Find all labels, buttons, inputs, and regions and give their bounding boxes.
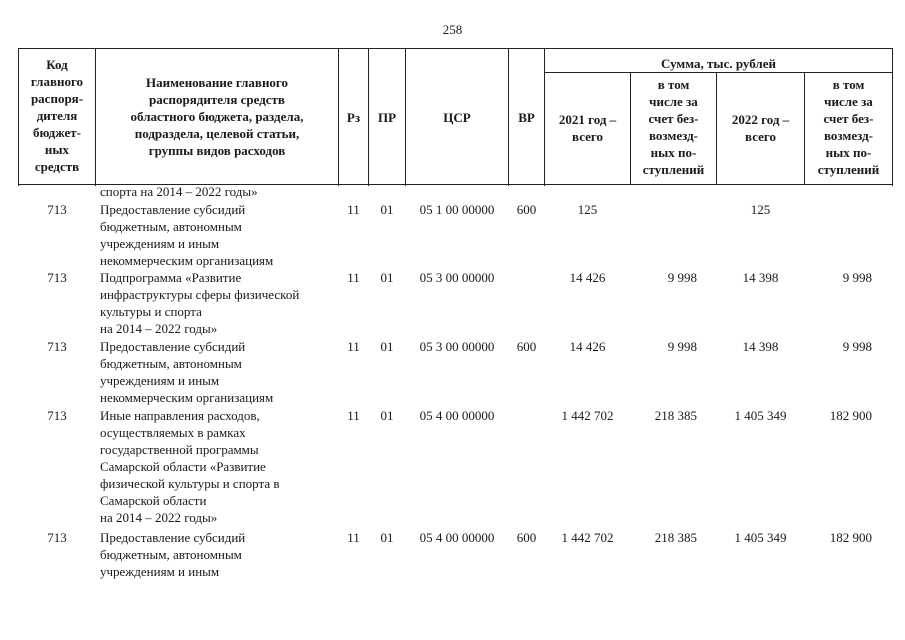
row-2022-total: 1 405 349 (734, 408, 787, 423)
row-rz: 11 (347, 202, 360, 217)
row-vr: 600 (516, 530, 537, 545)
row-csr: 05 4 00 00000 (419, 408, 495, 423)
row-code: 713 (47, 408, 67, 423)
header-2021-total: 2021 год – всего (558, 112, 617, 144)
sum-group-border (544, 72, 892, 73)
header-code: Код главного распоря- дителя бюджет- ных средств (30, 57, 84, 174)
row-2021-total: 14 426 (569, 270, 606, 285)
header-2022-grants: в том числе за счет без- возмезд- ных по- ступлений (817, 77, 880, 177)
header-pr: ПР (377, 110, 397, 125)
row-pr: 01 (380, 530, 394, 545)
row-csr: 05 3 00 00000 (419, 270, 495, 285)
row-code: 713 (47, 270, 67, 285)
row-code: 713 (47, 530, 67, 545)
col-border (892, 48, 893, 186)
row-2022-grants: 182 900 (829, 408, 872, 423)
row-code: 713 (47, 202, 67, 217)
row-2022-total: 1 405 349 (734, 530, 787, 545)
row-rz: 11 (347, 530, 360, 545)
continuation-text: спорта на 2014 – 2022 годы» (100, 184, 258, 199)
row-2021-grants: 9 998 (667, 339, 697, 354)
header-name: Наименование главного распорядителя средств областного бюджета, раздела, подраздела, целевой статьи, группы видов расходов (130, 75, 304, 158)
row-2022-grants: 9 998 (842, 339, 872, 354)
row-2021-grants: 218 385 (654, 408, 697, 423)
row-2022-grants: 9 998 (842, 270, 872, 285)
row-rz: 11 (347, 270, 360, 285)
row-name: Подпрограмма «Развитие инфраструктуры сферы физической культуры и спорта на 2014 – 2022 годы» (100, 270, 300, 336)
page-number: 258 (442, 22, 463, 37)
row-name: Иные направления расходов, осуществляемых в рамках государственной программы Самарской области «Развитие физической культуры и спорта в Самарской области на 2014 – 2022 годы» (100, 408, 280, 525)
row-code: 713 (47, 339, 67, 354)
table-top-border (18, 48, 892, 49)
row-csr: 05 3 00 00000 (419, 339, 495, 354)
row-2022-total: 14 398 (742, 270, 779, 285)
row-pr: 01 (380, 339, 394, 354)
row-pr: 01 (380, 202, 394, 217)
row-vr: 600 (516, 339, 537, 354)
row-2021-grants: 9 998 (667, 270, 697, 285)
row-csr: 05 1 00 00000 (419, 202, 495, 217)
header-2022-total: 2022 год – всего (731, 112, 790, 144)
row-2022-total: 125 (750, 202, 771, 217)
header-rz: Рз (346, 110, 361, 125)
row-2021-total: 125 (577, 202, 598, 217)
header-sum-group: Сумма, тыс. рублей (661, 56, 776, 71)
row-name: Предоставление субсидий бюджетным, автономным учреждениям и иным некоммерческим организациям (100, 339, 274, 405)
row-2022-total: 14 398 (742, 339, 779, 354)
row-rz: 11 (347, 408, 360, 423)
row-2021-grants: 218 385 (654, 530, 697, 545)
row-pr: 01 (380, 270, 394, 285)
row-rz: 11 (347, 339, 360, 354)
row-2022-grants: 182 900 (829, 530, 872, 545)
row-name: Предоставление субсидий бюджетным, автономным учреждениям и иным (100, 530, 246, 579)
row-pr: 01 (380, 408, 394, 423)
row-2021-total: 1 442 702 (561, 408, 614, 423)
row-vr: 600 (516, 202, 537, 217)
row-2021-total: 14 426 (569, 339, 606, 354)
header-csr: ЦСР (443, 110, 471, 125)
header-vr: ВР (518, 110, 535, 125)
row-2021-total: 1 442 702 (561, 530, 614, 545)
row-name: Предоставление субсидий бюджетным, автономным учреждениям и иным некоммерческим организациям (100, 202, 274, 268)
header-2021-grants: в том числе за счет без- возмезд- ных по- ступлений (642, 77, 705, 177)
row-csr: 05 4 00 00000 (419, 530, 495, 545)
